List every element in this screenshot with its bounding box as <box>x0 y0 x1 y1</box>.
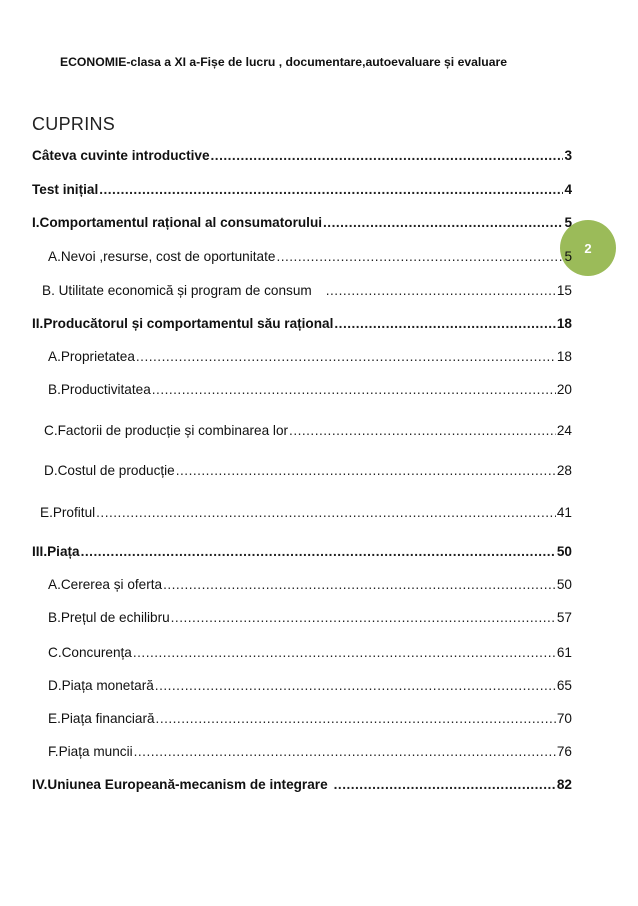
toc-leader-dots <box>155 678 556 693</box>
toc-entry-label: B.Productivitatea <box>48 382 151 397</box>
toc-entry-label: D.Costul de producție <box>44 463 175 478</box>
toc-entry-label: D.Piața monetară <box>48 678 154 693</box>
toc-entry-3a[interactable] <box>48 577 572 592</box>
toc-entry-label: Test inițial <box>32 182 99 197</box>
toc-entry-1b[interactable] <box>42 283 572 298</box>
toc-leader-dots <box>176 463 556 478</box>
page-header: ECONOMIE-clasa a XI a-Fișe de lucru , documentare,autoevaluare și evaluare <box>60 55 508 69</box>
toc-leader-dots <box>171 610 556 625</box>
toc-entry-page: 4 <box>564 182 572 197</box>
toc-entry-label: E.Profitul <box>40 505 96 520</box>
toc-title: CUPRINS <box>32 114 116 134</box>
page-number: 2 <box>584 240 592 256</box>
toc-leader-dots <box>136 349 556 364</box>
toc-entry-page: 82 <box>556 777 572 792</box>
toc-entry-chapter-4[interactable] <box>32 777 572 792</box>
toc-entry-page: 18 <box>556 316 572 331</box>
toc-entry-3b[interactable] <box>48 610 572 625</box>
toc-leader-dots <box>334 777 556 792</box>
toc-entry-label: I.Comportamentul rațional al consumatorului <box>32 215 323 230</box>
toc-entry-chapter-2[interactable] <box>32 316 572 331</box>
toc-entry-3f[interactable] <box>48 744 572 759</box>
toc-leader-dots <box>323 215 563 230</box>
toc-leader-dots <box>163 577 556 592</box>
toc-entry-page: 57 <box>556 610 572 625</box>
toc-entry-2a[interactable] <box>48 349 572 364</box>
toc-entry-chapter-3[interactable] <box>32 544 572 559</box>
toc-leader-dots <box>156 711 556 726</box>
toc-entry-label: II.Producătorul și comportamentul său rațional <box>32 316 334 331</box>
toc-leader-dots <box>326 283 556 298</box>
toc-entry-label: C.Factorii de producție și combinarea lor <box>44 423 289 438</box>
toc-entry-2c[interactable] <box>44 423 572 438</box>
toc-entry-2b[interactable] <box>48 382 572 397</box>
toc-entry-page: 3 <box>564 148 572 163</box>
toc-entry-chapter-1[interactable] <box>32 215 572 230</box>
toc-entry-3c[interactable] <box>48 645 572 660</box>
toc-entry-page: 41 <box>556 505 572 520</box>
toc-leader-dots <box>211 148 564 163</box>
toc-entry-label: A.Cererea și oferta <box>48 577 163 592</box>
toc-entry-page: 70 <box>556 711 572 726</box>
toc-entry-page: 20 <box>556 382 572 397</box>
toc-entry-2d[interactable] <box>44 463 572 478</box>
toc-entry-label: A.Proprietatea <box>48 349 135 364</box>
toc-leader-dots <box>99 182 563 197</box>
toc-entry-test[interactable] <box>32 182 572 197</box>
toc-entry-page: 50 <box>556 544 572 559</box>
toc-leader-dots <box>334 316 555 331</box>
toc-entry-page: 76 <box>556 744 572 759</box>
toc-leader-dots <box>289 423 556 438</box>
toc-entry-1a[interactable] <box>48 249 572 264</box>
toc-leader-dots <box>96 505 556 520</box>
toc-entry-page: 5 <box>564 249 572 264</box>
toc-entry-page: 65 <box>556 678 572 693</box>
toc-entry-label: Câteva cuvinte introductive <box>32 148 210 163</box>
toc-leader-dots <box>134 744 556 759</box>
toc-leader-dots <box>81 544 556 559</box>
toc-entry-3e[interactable] <box>48 711 572 726</box>
toc-entry-page: 5 <box>564 215 572 230</box>
toc-entry-page: 15 <box>556 283 572 298</box>
toc-entry-page: 61 <box>556 645 572 660</box>
toc-leader-dots <box>152 382 556 397</box>
toc-entry-page: 24 <box>556 423 572 438</box>
toc-entry-page: 28 <box>556 463 572 478</box>
toc-entry-3d[interactable] <box>48 678 572 693</box>
toc-leader-dots <box>276 249 563 264</box>
toc-entry-page: 18 <box>556 349 572 364</box>
toc-entry-page: 50 <box>556 577 572 592</box>
toc-entry-label: C.Concurența <box>48 645 132 660</box>
toc-entry-label: IV.Uniunea Europeană-mecanism de integrare <box>32 777 328 792</box>
toc-entry-intro[interactable] <box>32 148 572 163</box>
toc-entry-label: III.Piața <box>32 544 80 559</box>
toc-entry-label: B. Utilitate economică și program de consum <box>42 283 312 298</box>
toc-entry-label: E.Piața financiară <box>48 711 155 726</box>
toc-entry-2e[interactable] <box>40 505 572 520</box>
toc-entry-label: F.Piața muncii <box>48 744 133 759</box>
toc-leader-dots <box>133 645 556 660</box>
toc-entry-label: B.Prețul de echilibru <box>48 610 170 625</box>
toc-entry-label: A.Nevoi ,resurse, cost de oportunitate <box>48 249 276 264</box>
